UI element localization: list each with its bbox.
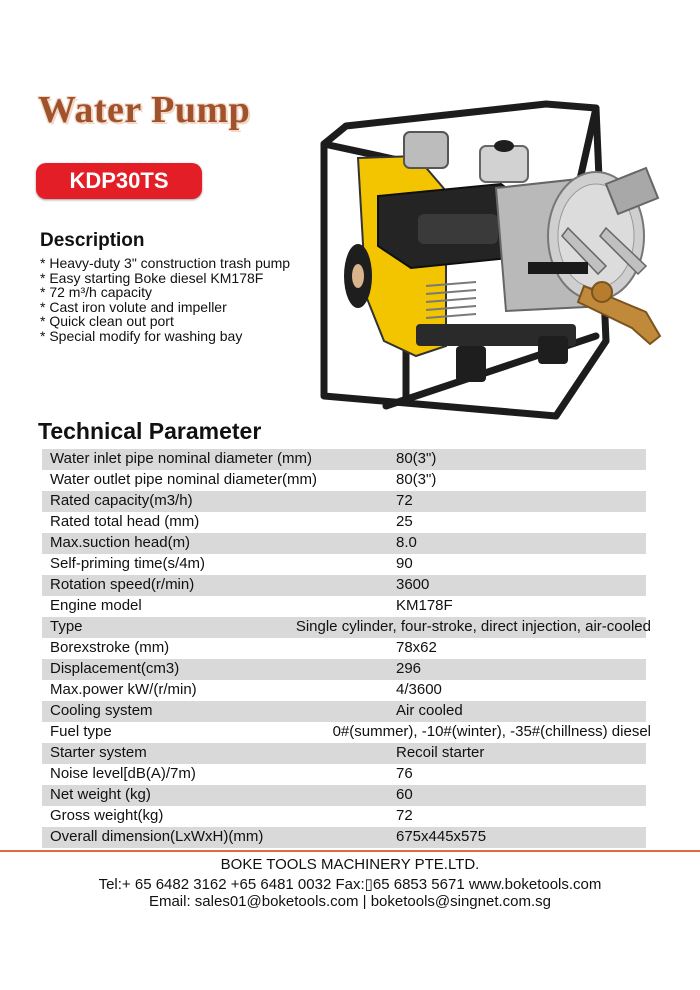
spec-value: 72	[396, 807, 413, 824]
spec-row	[42, 449, 646, 470]
description-item: * Heavy-duty 3" construction trash pump	[40, 255, 291, 271]
description-list	[40, 256, 290, 343]
spec-row	[42, 806, 646, 827]
spec-value: 76	[396, 765, 413, 782]
spec-value: 0#(summer), -10#(winter), -35#(chillness) diesel	[332, 723, 651, 740]
spec-value: 90	[396, 555, 413, 572]
description-heading: Description	[40, 230, 145, 251]
spec-row	[42, 785, 646, 806]
spec-row	[42, 638, 646, 659]
contact-info	[0, 876, 700, 910]
spec-label: Fuel type	[50, 723, 112, 740]
spec-value: Single cylinder, four-stroke, direct injection, air-cooled	[295, 618, 651, 635]
spec-value: 4/3600	[396, 681, 442, 698]
description-item: * Easy starting Boke diesel KM178F	[40, 269, 264, 286]
phone-fax-web-line: Tel:+ 65 6482 3162 +65 6481 0032 Fax:▯65 6853 5671 www.boketools.com	[98, 876, 602, 893]
spec-label: Engine model	[50, 597, 142, 614]
spec-label: Noise level[dB(A)/7m)	[50, 765, 196, 782]
water-pump-photo	[306, 96, 682, 422]
technical-parameter-heading: Technical Parameter	[38, 418, 262, 444]
spec-value: 80(3")	[396, 450, 437, 467]
description-item: * Quick clean out port	[40, 313, 174, 329]
spec-value: 8.0	[396, 534, 417, 551]
spec-label: Rated capacity(m3/h)	[50, 492, 193, 509]
spec-label: Type	[50, 618, 83, 635]
page-title: Water Pump	[38, 89, 251, 131]
spec-label: Borexstroke (mm)	[50, 639, 170, 656]
spec-label: Starter system	[50, 744, 147, 761]
spec-row	[42, 701, 646, 722]
spec-row	[42, 554, 646, 575]
spec-value: Air cooled	[396, 702, 463, 719]
spec-label: Overall dimension(LxWxH)(mm)	[50, 828, 264, 845]
spec-label: Max.power kW/(r/min)	[50, 681, 197, 698]
spec-value: 3600	[396, 576, 430, 593]
spec-value: Recoil starter	[396, 744, 485, 761]
spec-table	[42, 449, 651, 848]
spec-row	[42, 575, 646, 596]
spec-value: 78x62	[396, 639, 437, 656]
description-item: * 72 m³/h capacity	[40, 284, 153, 300]
spec-row	[42, 491, 646, 512]
spec-row	[42, 533, 646, 554]
spec-row	[42, 617, 651, 638]
spec-value: 675x445x575	[396, 828, 487, 845]
spec-value: 60	[396, 786, 413, 803]
spec-value: 72	[396, 492, 413, 509]
spec-label: Water outlet pipe nominal diameter(mm)	[50, 471, 318, 488]
spec-label: Water inlet pipe nominal diameter (mm)	[50, 450, 313, 467]
spec-value: 296	[396, 660, 422, 677]
spec-label: Net weight (kg)	[50, 786, 151, 803]
spec-label: Rated total head (mm)	[50, 513, 200, 530]
company-name: BOKE TOOLS MACHINERY PTE.LTD.	[220, 856, 480, 873]
spec-row	[42, 596, 646, 617]
spec-label: Self-priming time(s/4m)	[50, 555, 206, 572]
spec-row	[42, 659, 646, 680]
spec-row	[42, 512, 646, 533]
spec-label: Max.suction head(m)	[50, 534, 191, 551]
model-badge: KDP30TS	[36, 163, 202, 199]
email-line: Email: sales01@boketools.com | boketools@singnet.com.sg	[148, 893, 552, 910]
spec-label: Gross weight(kg)	[50, 807, 164, 824]
spec-row	[42, 470, 646, 491]
spec-row	[42, 764, 646, 785]
spec-row	[42, 680, 646, 701]
spec-label: Displacement(cm3)	[50, 660, 180, 677]
spec-value: 80(3")	[396, 471, 437, 488]
spec-row	[42, 827, 646, 848]
spec-row	[42, 743, 646, 764]
spec-label: Rotation speed(r/min)	[50, 576, 195, 593]
description-item: * Special modify for washing bay	[40, 327, 243, 344]
description-item: * Cast iron volute and impeller	[40, 298, 227, 315]
spec-value: KM178F	[396, 597, 453, 614]
footer-divider	[0, 850, 700, 852]
spec-label: Cooling system	[50, 702, 153, 719]
spec-value: 25	[396, 513, 413, 530]
spec-row	[42, 722, 651, 743]
